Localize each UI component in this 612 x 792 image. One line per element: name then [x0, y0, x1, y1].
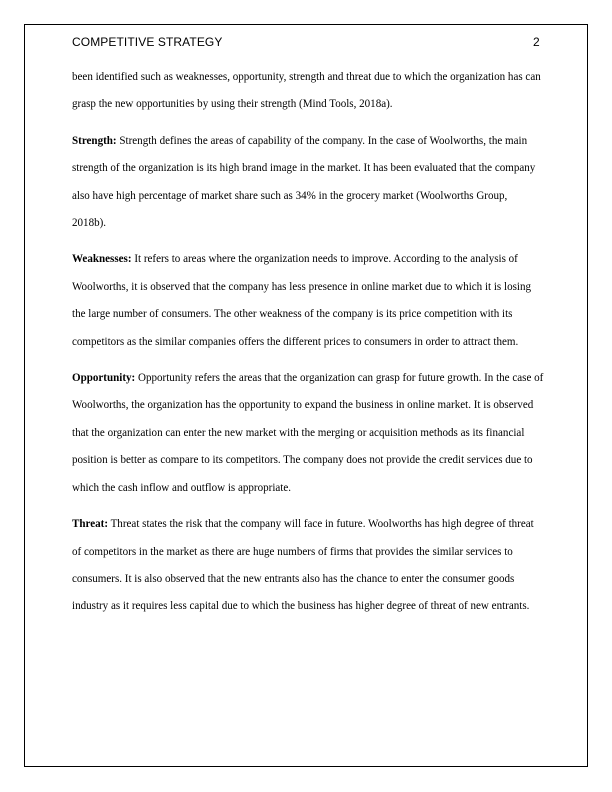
intro-paragraph	[72, 64, 544, 119]
strength-text: Strength defines the areas of capability of the company. In the case of Woolworths, the main strength of the organization is its high brand image in the market. It has been evaluated that the company also have high percentage of market share such as 34% in the grocery market (Woolworths Group, 2018b).	[72, 134, 536, 230]
threat-paragraph	[72, 511, 544, 621]
page-number: 2	[533, 35, 540, 49]
strength-paragraph	[72, 128, 544, 238]
threat-heading: Threat:	[72, 518, 108, 531]
opportunity-text: Opportunity refers the areas that the organization can grasp for future growth. In the case of Woolworths, the organization has the opportunity to expand the business in online market. It is observed that the organization can enter the new market with the merging or acquisition methods as its financial position is better as compare to its competitors. The company does not provide the credit services due to which the cash inflow and outflow is appropriate.	[72, 372, 544, 494]
intro-text: been identified such as weaknesses, opportunity, strength and threat due to which the organization has can grasp the new opportunities by using their strength (Mind Tools, 2018a).	[72, 71, 541, 111]
opportunity-heading: Opportunity:	[72, 372, 136, 385]
threat-text: Threat states the risk that the company will face in future. Woolworths has high degree of threat of competitors in the market as there are huge numbers of firms that provides the similar services to consumers. It is also observed that the new entrants also has the chance to enter the consumer goods industry as it requires less capital due to which the business has higher degree of threat of new entrants.	[72, 518, 534, 613]
weaknesses-text: It refers to areas where the organization needs to improve. According to the analysis of Woolworths, it is observed that the company has less presence in online market due to which it is losing the large number of consumers. The other weakness of the company is its price competition with its competitors as the similar companies offers the different prices to consumers in order to attract them.	[72, 253, 532, 348]
weaknesses-heading: Weaknesses:	[72, 253, 132, 266]
opportunity-paragraph	[72, 365, 544, 502]
document-body	[72, 65, 544, 630]
strength-heading: Strength:	[72, 134, 117, 147]
weaknesses-paragraph	[72, 246, 544, 356]
running-header-title: COMPETITIVE STRATEGY	[72, 35, 223, 49]
